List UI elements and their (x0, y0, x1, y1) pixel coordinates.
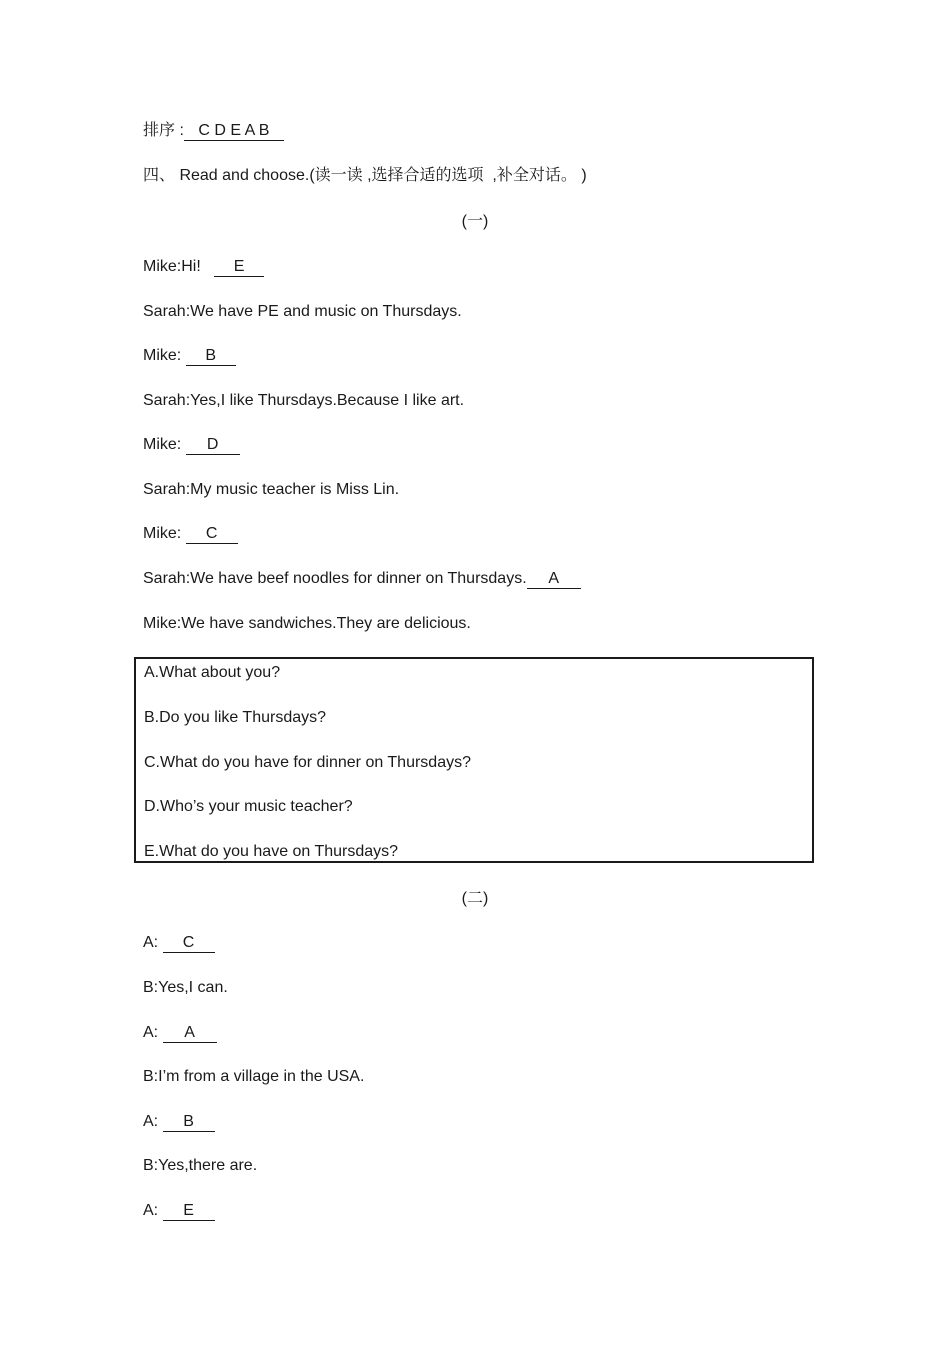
answer-blank: A (527, 570, 581, 589)
dialogue-line (143, 1023, 217, 1043)
dialogue-line: B:Yes,there are. (143, 1157, 258, 1174)
dialogue-text: Mike: (143, 525, 186, 542)
dialogue-line: B:Yes,I can. (143, 979, 228, 996)
dialogue-line: B:I’m from a village in the USA. (143, 1068, 365, 1085)
dialogue-text: Sarah:We have beef noodles for dinner on Thursdays. (143, 570, 527, 587)
dialogue-text: A: (143, 1202, 163, 1219)
dialogue-text: A: (143, 934, 163, 951)
answer-blank: D (186, 436, 240, 455)
dialogue-line (143, 933, 215, 953)
dialogue-line (143, 1201, 215, 1221)
dialogue-line: Sarah:My music teacher is Miss Lin. (143, 481, 400, 498)
dialogue-line: Sarah:Yes,I like Thursdays.Because I like art. (143, 392, 465, 409)
dialogue-line (143, 435, 240, 455)
answer-blank: B (186, 347, 236, 366)
options-box (134, 657, 814, 863)
sort-label: 排序 : (143, 122, 184, 139)
answer-blank: E (163, 1202, 215, 1221)
answer-blank: C (163, 934, 215, 953)
option-b: B.Do you like Thursdays? (144, 709, 327, 726)
option-d: D.Who’s your music teacher? (144, 798, 353, 815)
dialogue-text: A: (143, 1024, 163, 1041)
dialogue-line (143, 524, 238, 544)
dialogue-line: Mike:We have sandwiches.They are delicious. (143, 615, 471, 632)
dialogue-line (143, 346, 236, 366)
dialogue-text: Mike:Hi! (143, 258, 215, 275)
option-e: E.What do you have on Thursdays? (144, 843, 399, 860)
part2-title: (二) (461, 890, 489, 907)
part1-title: (一) (461, 213, 489, 230)
option-a: A.What about you? (144, 664, 281, 681)
answer-blank: C (186, 525, 238, 544)
answer-blank: B (163, 1113, 215, 1132)
dialogue-line (143, 569, 581, 589)
dialogue-line (143, 257, 264, 277)
section-heading: 四、 Read and choose.(读一读 ,选择合适的选项 ,补全对话。 ) (143, 167, 587, 184)
dialogue-text: Mike: (143, 436, 186, 453)
answer-blank: A (163, 1024, 217, 1043)
sort-line (143, 121, 284, 141)
dialogue-text: Mike: (143, 347, 186, 364)
option-c: C.What do you have for dinner on Thursdays? (144, 754, 471, 771)
answer-blank: E (214, 258, 264, 277)
dialogue-line (143, 1112, 215, 1132)
dialogue-line: Sarah:We have PE and music on Thursdays. (143, 303, 462, 320)
dialogue-text: A: (143, 1113, 163, 1130)
sort-answer: C D E A B (184, 122, 284, 141)
